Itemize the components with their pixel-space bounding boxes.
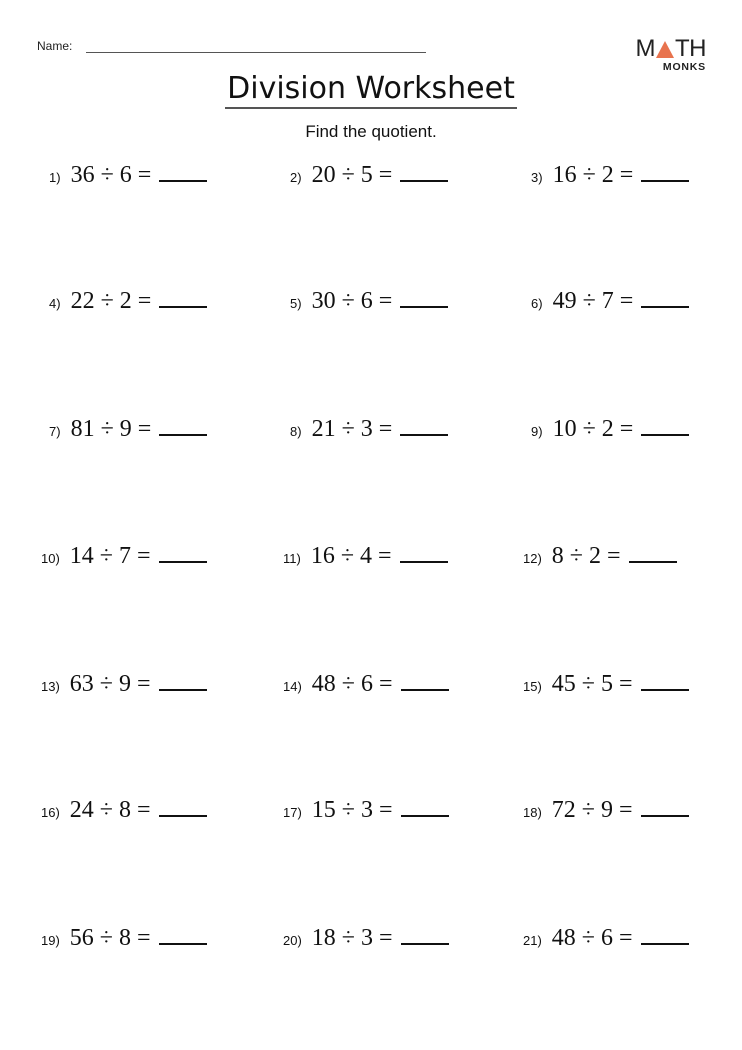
answer-blank[interactable]: [159, 560, 207, 563]
problem-expression: 24 ÷ 8 =: [69, 797, 151, 823]
problem-1: [49, 162, 207, 189]
logo-text-m: M: [635, 35, 655, 62]
problem-number: 12): [523, 551, 542, 566]
problem-number: 16): [41, 805, 60, 820]
problem-expression: 15 ÷ 3 =: [311, 797, 393, 823]
problem-9: [531, 416, 689, 443]
problem-7: [49, 416, 207, 443]
answer-blank[interactable]: [401, 942, 449, 945]
answer-blank[interactable]: [159, 433, 207, 436]
answer-blank[interactable]: [641, 433, 689, 436]
problem-20: [283, 925, 449, 952]
answer-blank[interactable]: [641, 942, 689, 945]
problem-12: [523, 543, 677, 570]
problem-number: 13): [41, 679, 60, 694]
problem-number: 10): [41, 551, 60, 566]
answer-blank[interactable]: [159, 688, 207, 691]
problem-expression: 36 ÷ 6 =: [70, 162, 152, 188]
name-input-line[interactable]: [86, 52, 426, 53]
problem-21: [523, 925, 689, 952]
problem-14: [283, 671, 449, 698]
problem-expression: 72 ÷ 9 =: [551, 797, 633, 823]
problem-expression: 63 ÷ 9 =: [69, 671, 151, 697]
problem-expression: 8 ÷ 2 =: [551, 543, 621, 569]
answer-blank[interactable]: [159, 814, 207, 817]
answer-blank[interactable]: [401, 688, 449, 691]
answer-blank[interactable]: [159, 942, 207, 945]
logo-text-th: TH: [675, 35, 706, 62]
problem-expression: 56 ÷ 8 =: [69, 925, 151, 951]
answer-blank[interactable]: [641, 688, 689, 691]
problem-expression: 48 ÷ 6 =: [311, 671, 393, 697]
problem-number: 15): [523, 679, 542, 694]
triangle-icon: [656, 41, 674, 58]
problem-number: 20): [283, 933, 302, 948]
answer-blank[interactable]: [629, 560, 677, 563]
problem-expression: 20 ÷ 5 =: [311, 162, 393, 188]
problem-number: 8): [290, 424, 302, 439]
problem-6: [531, 288, 689, 315]
problem-2: [290, 162, 448, 189]
problem-expression: 30 ÷ 6 =: [311, 288, 393, 314]
instructions: Find the quotient.: [305, 122, 437, 141]
answer-blank[interactable]: [641, 305, 689, 308]
answer-blank[interactable]: [400, 560, 448, 563]
answer-blank[interactable]: [401, 814, 449, 817]
problem-expression: 16 ÷ 4 =: [310, 543, 392, 569]
problem-expression: 18 ÷ 3 =: [311, 925, 393, 951]
problem-5: [290, 288, 448, 315]
problem-11: [283, 543, 448, 570]
problem-number: 19): [41, 933, 60, 948]
problem-number: 3): [531, 170, 543, 185]
problem-3: [531, 162, 689, 189]
problem-17: [283, 797, 449, 824]
problem-number: 5): [290, 296, 302, 311]
logo-wordmark: [635, 35, 706, 62]
problem-number: 18): [523, 805, 542, 820]
problem-expression: 16 ÷ 2 =: [552, 162, 634, 188]
problem-expression: 14 ÷ 7 =: [69, 543, 151, 569]
problem-number: 1): [49, 170, 61, 185]
problem-4: [49, 288, 207, 315]
problem-number: 21): [523, 933, 542, 948]
problem-expression: 45 ÷ 5 =: [551, 671, 633, 697]
problem-16: [41, 797, 207, 824]
answer-blank[interactable]: [400, 179, 448, 182]
problem-number: 14): [283, 679, 302, 694]
problem-number: 11): [283, 551, 301, 566]
page-title-container: [0, 71, 742, 109]
problem-13: [41, 671, 207, 698]
answer-blank[interactable]: [400, 433, 448, 436]
problem-8: [290, 416, 448, 443]
logo-subtext: MONKS: [662, 61, 706, 73]
problem-expression: 49 ÷ 7 =: [552, 288, 634, 314]
problem-18: [523, 797, 689, 824]
problem-number: 2): [290, 170, 302, 185]
problem-expression: 21 ÷ 3 =: [311, 416, 393, 442]
name-label: Name:: [37, 39, 73, 53]
problem-10: [41, 543, 207, 570]
problem-19: [41, 925, 207, 952]
problem-number: 7): [49, 424, 61, 439]
answer-blank[interactable]: [641, 814, 689, 817]
problem-expression: 81 ÷ 9 =: [70, 416, 152, 442]
page-title: Division Worksheet: [225, 71, 517, 109]
problem-expression: 10 ÷ 2 =: [552, 416, 634, 442]
problem-expression: 22 ÷ 2 =: [70, 288, 152, 314]
math-monks-logo: [635, 35, 706, 73]
problem-number: 4): [49, 296, 61, 311]
problem-expression: 48 ÷ 6 =: [551, 925, 633, 951]
answer-blank[interactable]: [400, 305, 448, 308]
answer-blank[interactable]: [159, 179, 207, 182]
answer-blank[interactable]: [159, 305, 207, 308]
problem-15: [523, 671, 689, 698]
problem-number: 9): [531, 424, 543, 439]
problem-number: 6): [531, 296, 543, 311]
answer-blank[interactable]: [641, 179, 689, 182]
problem-number: 17): [283, 805, 302, 820]
